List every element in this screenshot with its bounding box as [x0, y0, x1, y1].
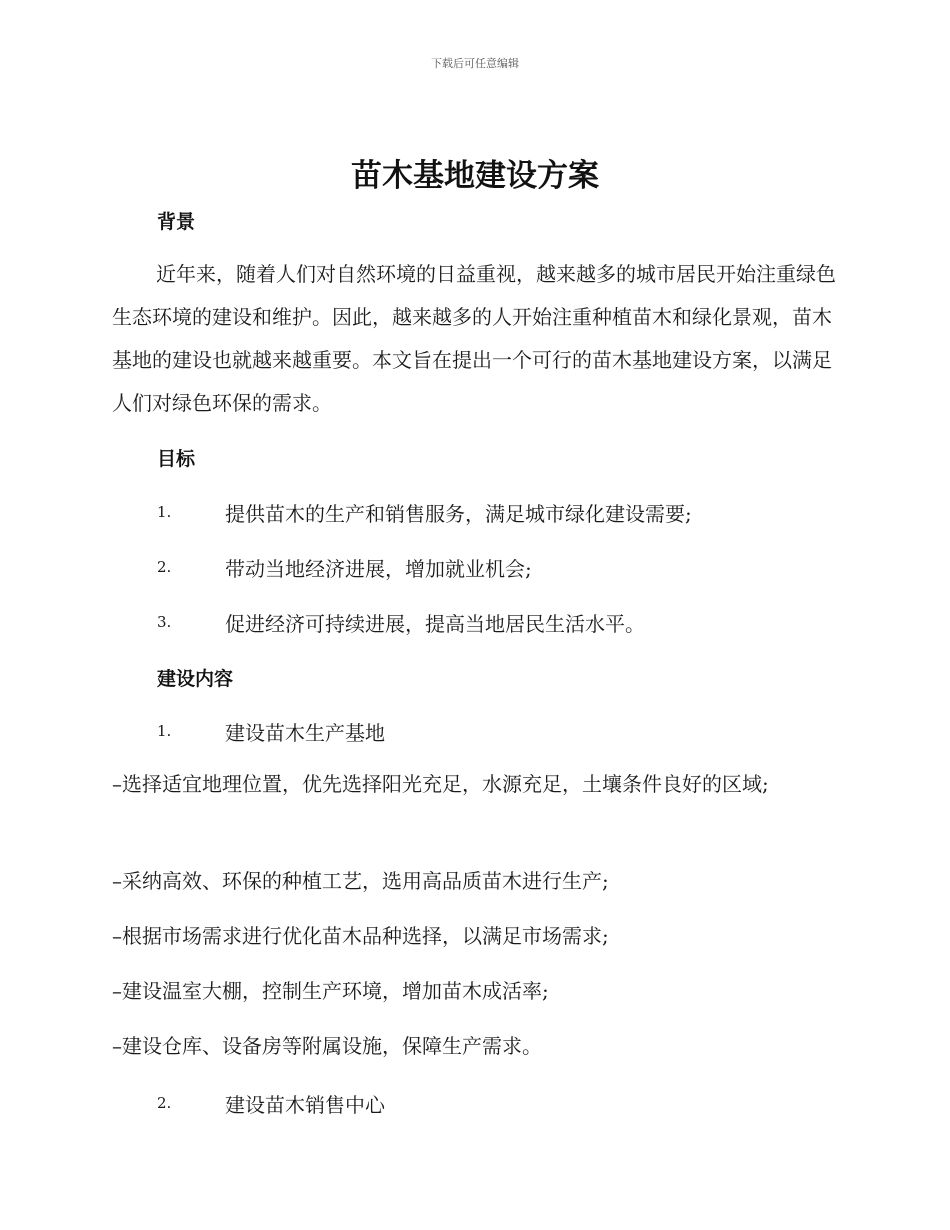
- content-bullet-5: –建设仓库、设备房等附属设施，保障生产需求。: [112, 1034, 542, 1058]
- goal-item-3: 促进经济可持续进展，提高当地居民生活水平。: [225, 612, 645, 636]
- section-heading-content: 建设内容: [157, 668, 234, 690]
- background-paragraph: 近年来，随着人们对自然环境的日益重视，越来越多的城市居民开始注重绿色生态环境的建设和维护。因此，越来越多的人开始注重种植苗木和绿化景观，苗木基地的建设也就越来越重要。本文旨在提出一个可行的苗木基地建设方案，以满足人们对绿色环保的需求。: [112, 262, 836, 415]
- content-item-1: 建设苗木生产基地: [225, 721, 385, 745]
- section-heading-goals: 目标: [157, 448, 196, 470]
- content-bullet-4: –建设温室大棚，控制生产环境，增加苗木成活率;: [112, 979, 549, 1003]
- header-note: 下载后可任意编辑: [431, 57, 519, 70]
- content-number-2: 2.: [157, 1094, 172, 1112]
- goal-item-1: 提供苗木的生产和销售服务，满足城市绿化建设需要;: [225, 502, 692, 526]
- section-heading-background: 背景: [157, 211, 196, 233]
- content-item-2: 建设苗木销售中心: [225, 1093, 385, 1117]
- content-bullet-1: –选择适宜地理位置，优先选择阳光充足，水源充足，土壤条件良好的区域;: [112, 772, 769, 796]
- document-title: 苗木基地建设方案: [351, 158, 599, 194]
- goal-number-1: 1.: [157, 503, 172, 521]
- goal-number-2: 2.: [157, 558, 172, 576]
- content-number-1: 1.: [157, 722, 172, 740]
- content-bullet-2: –采纳高效、环保的种植工艺，选用高品质苗木进行生产;: [112, 869, 609, 893]
- goal-number-3: 3.: [157, 613, 172, 631]
- content-bullet-3: –根据市场需求进行优化苗木品种选择，以满足市场需求;: [112, 924, 609, 948]
- goal-item-2: 带动当地经济进展，增加就业机会;: [225, 557, 532, 581]
